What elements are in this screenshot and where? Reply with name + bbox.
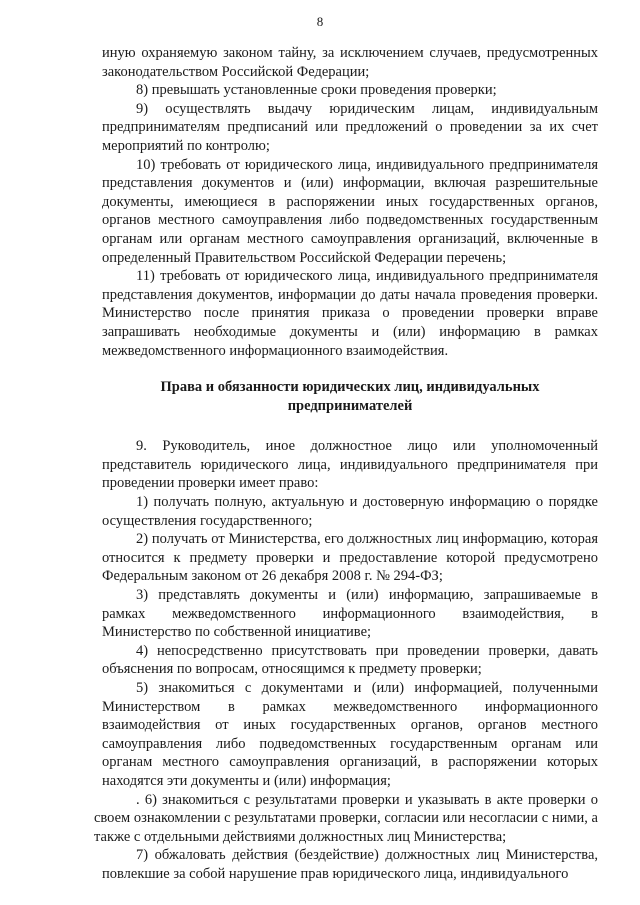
paragraph: 9. Руководитель, иное должностное лицо или уполномоченный представитель юридического лица, индивидуального предпринимателя при проведении проверки имеет право: [102,438,598,492]
paragraph: иную охраняемую законом тайну, за исключением случаев, предусмотренных законодательством Российской Федерации; [102,45,598,80]
paragraph: 4) непосредственно присутствовать при проведении проверки, давать объяснения по вопросам, относящимся к предмету проверки; [102,642,598,678]
paragraph: . 6) знакомиться с результатами проверки и указывать в акте проверки о своем ознакомлении с результатами проверки, согласии или несогласии с ними, а также с отдельными действиями должностных лиц Министерства; [94,791,598,845]
paragraph: 9) осуществлять выдачу юридическим лицам, индивидуальным предпринимателям предписаний или предложений о проведении за их счет мероприятий по контролю; [102,100,598,154]
paragraph: 1) получать полную, актуальную и достоверную информацию о порядке осуществления государственного; [102,494,598,529]
paragraph: 5) знакомиться с документами и (или) информацией, полученными Министерством в рамках межведомственного информационного взаимодействия от иных государственных органов, органов местного самоуправления либо подведомственных государственным органам или органам местного самоуправления организаций, в распоряжении которых находятся эти документы и (или) информация; [102,680,598,789]
document-body [94,44,598,884]
paragraph: 7) обжаловать действия (бездействие) должностных лиц Министерства, повлекшие за собой нарушение прав юридического лица, индивидуального [102,847,598,882]
paragraph: 10) требовать от юридического лица, индивидуального предпринимателя представления документов и (или) информации, включая разрешительные документы, имеющиеся в распоряжении иных государственных органов, органов местного самоуправления либо подведомственных государственным органам или органам местного самоуправления организаций, включенные в определенный Правительством Российской Федерации перечень; [102,156,598,266]
paragraphs-before [102,44,598,360]
paragraph: 3) представлять документы и (или) информацию, запрашиваемые в рамках межведомственного информационного взаимодействия, в Министерство по собственной инициативе; [102,587,598,641]
paragraph: 8) превышать установленные сроки проведения проверки; [136,82,497,99]
section-heading: Права и обязанности юридических лиц, индивидуальных предпринимателей [160,379,540,414]
paragraph: 2) получать от Министерства, его должностных лиц информацию, которая относится к предмету проверки и предоставление которой предусмотрено Федеральным законом от 26 декабря 2008 г. № 294-ФЗ; [102,531,598,585]
paragraphs-after [94,437,598,883]
page-number: 8 [316,14,324,29]
paragraph: 11) требовать от юридического лица, индивидуального предпринимателя представления документов, информации до даты начала проведения проверки. Министерство после принятия приказа о проведении проверки вправе запрашивать необходимые документы и (или) информацию в рамках межведомственного информационного взаимодействия. [102,268,598,359]
